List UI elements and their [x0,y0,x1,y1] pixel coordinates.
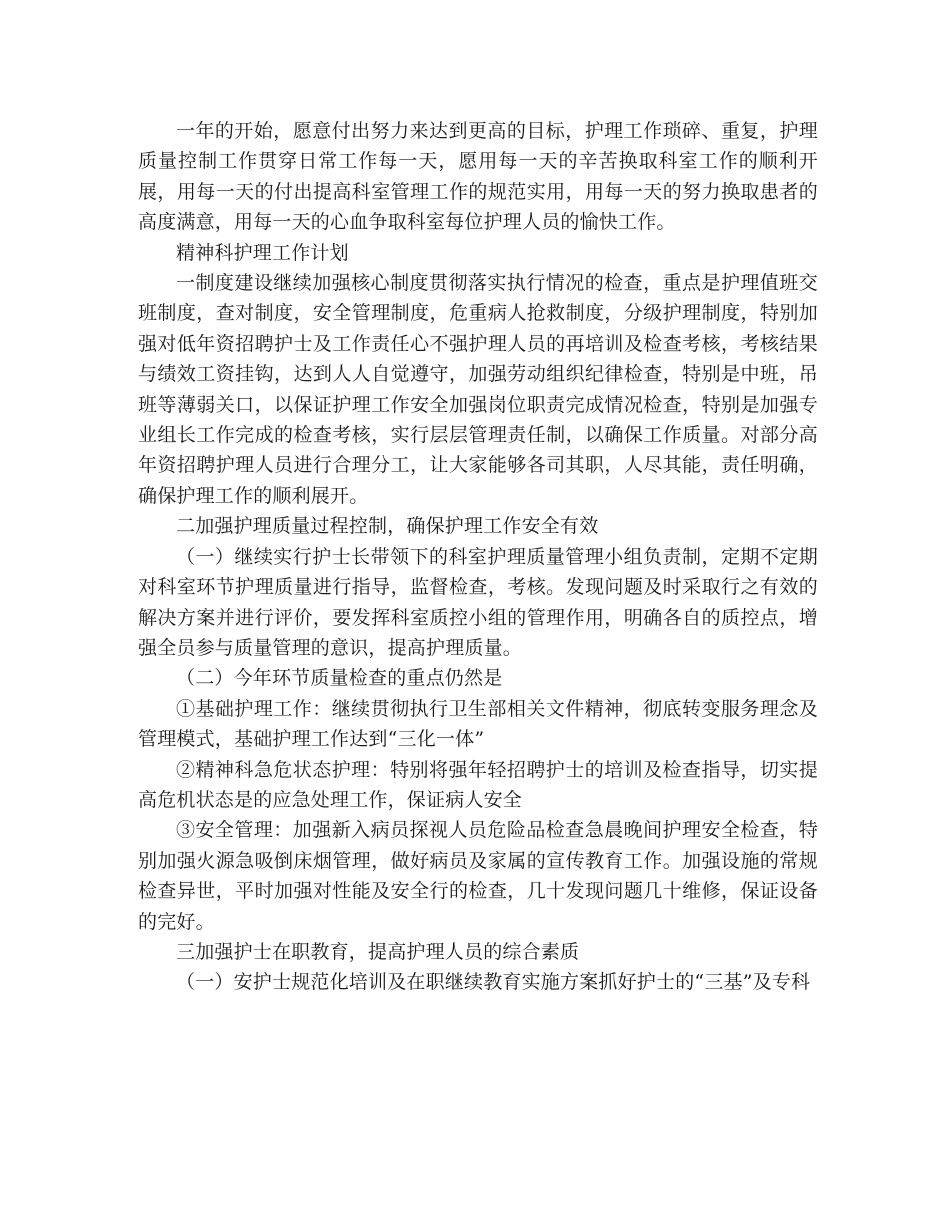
paragraph-intro: 一年的开始，愿意付出努力来达到更高的目标，护理工作琐碎、重复，护理质量控制工作贯穿日常工作每一天，愿用每一天的辛苦换取科室工作的顺利开展，用每一天的付出提高科室管理工作的规范实用，用每一天的努力换取患者的高度满意，用每一天的心血争取科室每位护理人员的愉快工作。 [138,120,818,234]
section-heading-plan: 精神科护理工作计划 [176,241,349,264]
document-body [138,116,818,998]
paragraph-quality-group: （一）继续实行护士长带领下的科室护理质量管理小组负责制，定期不定期对科室环节护理质量进行指导，监督检查，考核。发现问题及时采取行之有效的解决方案并进行评价，要发挥科室质控小组的管理作用，明确各自的质控点，增强全员参与质量管理的意识，提高护理质量。 [138,545,818,659]
list-item-basic-nursing: ①基础护理工作：继续贯彻执行卫生部相关文件精神，彻底转变服务理念及管理模式，基础护理工作达到“三化一体” [138,697,818,751]
list-item-safety-management: ③安全管理：加强新入病员探视人员危险品检查急晨晚间护理安全检查，特别加强火源急吸倒床烟管理，做好病员及家属的宣传教育工作。加强设施的常规检查异世，平时加强对性能及安全行的检查，几十发现问题几十维修，保证设备的完好。 [138,819,818,933]
paragraph-system-building: 一制度建设继续加强核心制度贯彻落实执行情况的检查，重点是护理值班交班制度，查对制度，安全管理制度，危重病人抢救制度，分级护理制度，特别加强对低年资招聘护士及工作责任心不强护理人员的再培训及检查考核，考核结果与绩效工资挂钩，达到人人自觉遵守，加强劳动组织纪律检查，特别是中班，吊班等薄弱关口，以保证护理工作安全加强岗位职责完成情况检查，特别是加强专业组长工作完成的检查考核，实行层层管理责任制，以确保工作质量。对部分高年资招聘护理人员进行合理分工，让大家能够各司其职，人尽其能，责任明确，确保护理工作的顺利展开。 [138,272,818,507]
paragraph-training: （一）安护士规范化培训及在职继续教育实施方案抓好护士的“三基”及专科 [176,971,811,994]
list-item-crisis-nursing: ②精神科急危状态护理：特别将强年轻招聘护士的培训及检查指导，切实提高危机状态是的应急处理工作，保证病人安全 [138,758,818,811]
section-heading-education: 三加强护士在职教育，提高护理人员的综合素质 [176,940,580,963]
section-heading-quality-control: 二加强护理质量过程控制，确保护理工作安全有效 [176,515,599,538]
paragraph-inspection-focus: （二）今年环节质量检查的重点仍然是 [176,667,503,690]
